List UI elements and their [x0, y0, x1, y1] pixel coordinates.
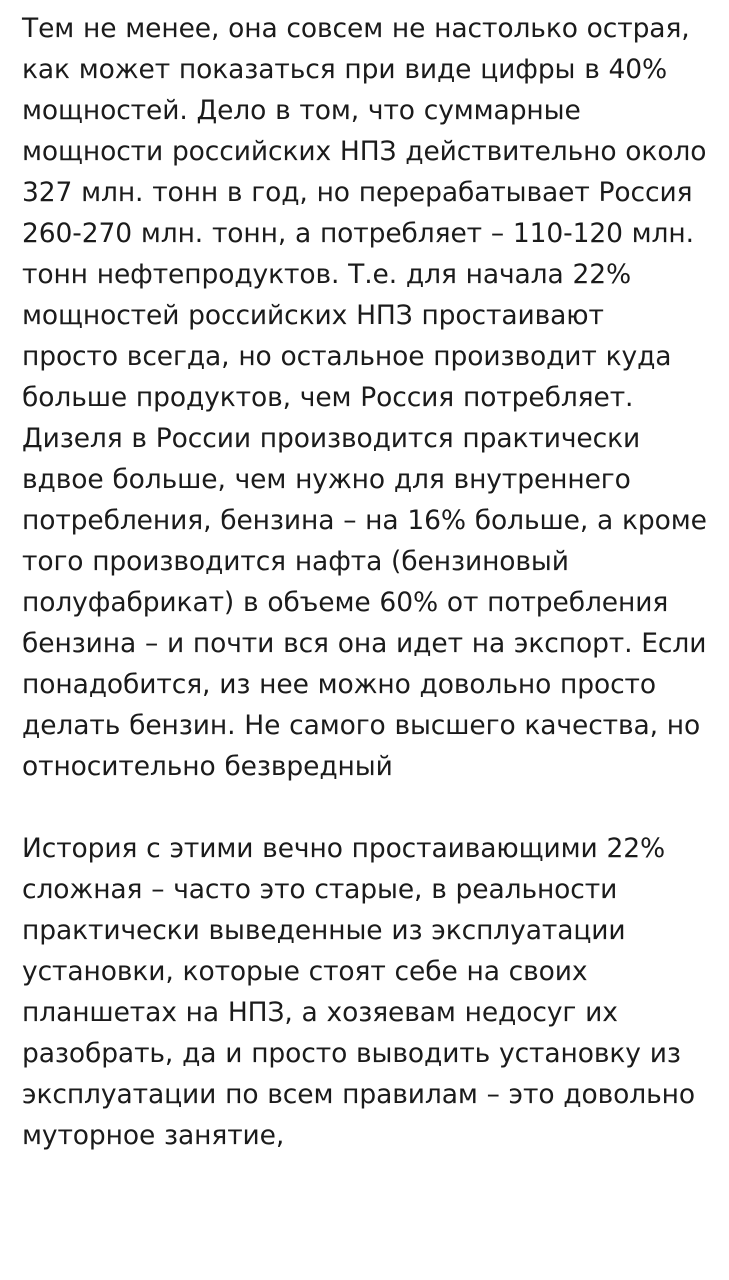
paragraph-1: Тем не менее, она совсем не настолько острая, как может показаться при виде цифры в 40% мощностей. Дело в том, что суммарные мощности российских НПЗ действительно около 327 млн. тонн в год, но перерабатывает Россия 260-270 млн. тонн, а потребляет – 110-120 млн. тонн нефтепродуктов. Т.е. для начала 22% мощностей российских НПЗ простаивают просто всегда, но остальное производит куда больше продуктов, чем Россия потребляет. Дизеля в России производится практически вдвое больше, чем нужно для внутреннего потребления, бензина – на 16% больше, а кроме того производится нафта (бензиновый полуфабрикат) в объеме 60% от потребления бензина – и почти вся она идет на экспорт. Если понадобится, из нее можно довольно просто делать бензин. Не самого высшего качества, но относительно безвредный [22, 13, 716, 782]
paragraph-spacer [22, 787, 707, 828]
paragraph-2: История с этими вечно простаивающими 22% сложная – часто это старые, в реальности практически выведенные из эксплуатации установки, которые стоят себе на своих планшетах на НПЗ, а хозяевам недосуг их разобрать, да и просто выводить установку из эксплуатации по всем правилам – это довольно муторное занятие, [22, 833, 704, 1151]
